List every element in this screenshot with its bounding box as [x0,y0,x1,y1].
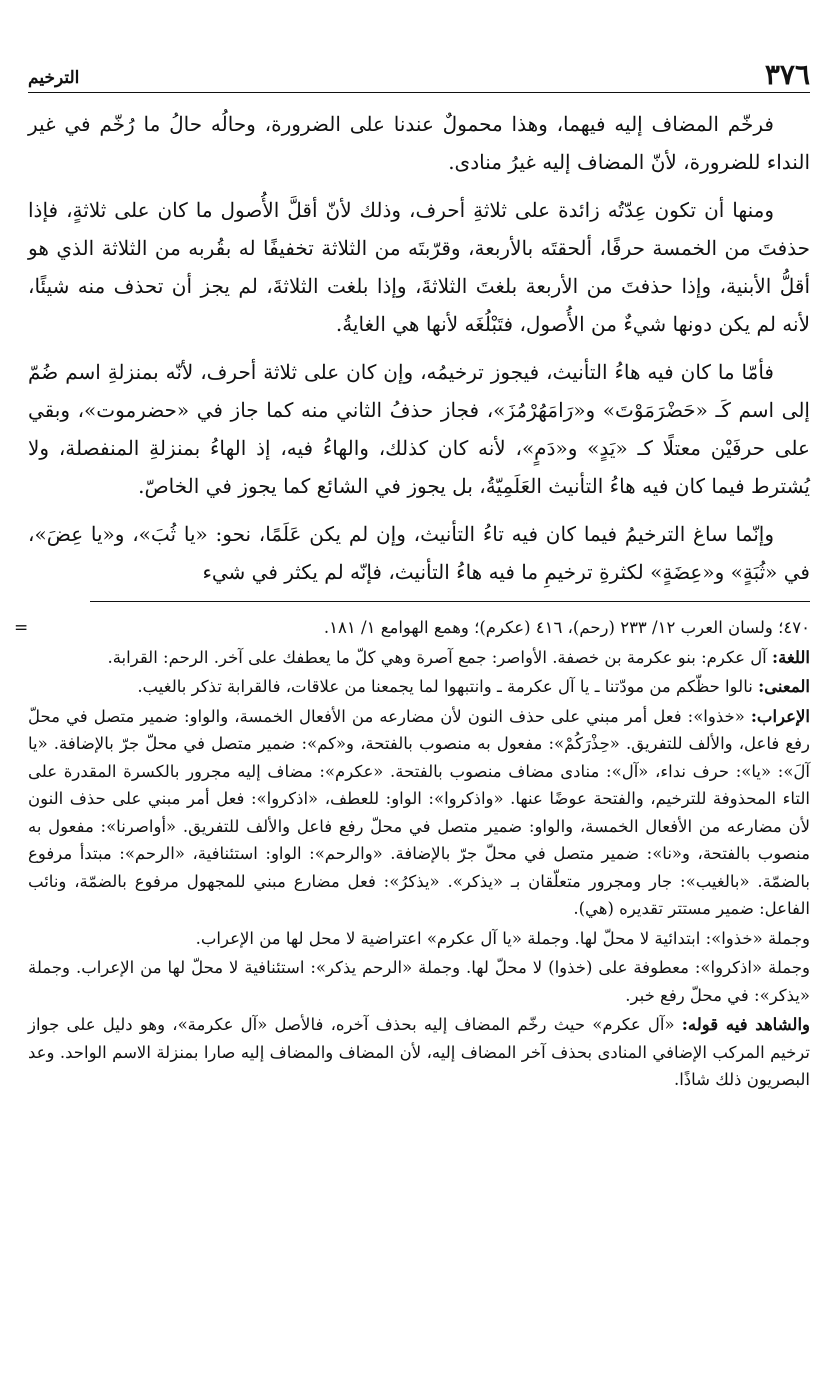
main-text [28,105,810,591]
footnote-meaning: المعنى: نالوا حظّكم من مودّتنا ـ يا آل عكرمة ـ وانتبهوا لما يجمعنا من علاقات، فالقرابة تذكر بالغيب. [137,677,810,696]
footnote-lexicon: اللغة: آل عكرم: بنو عكرمة بن خصفة. الأواصر: جمع آصرة وهي كلّ ما يعطفك على آخر. الرحم: القرابة. [107,647,810,667]
footnote-continuation-mark: = [14,618,29,638]
footnotes [14,614,811,1094]
book-page [14,48,811,1358]
body-paragraph-1: فرخّم المضاف إليه فيهما، وهذا محمولٌ عندنا على الضرورة، وحالُه حالُ ما رُخّم في غير النداء للضرورة، لأنّ المضاف إليه غيرُ منادى. [28,112,810,174]
footnote-lead: المعنى: [758,677,810,696]
footnote-divider [90,601,810,602]
page-number: ٣٧٦ [764,58,810,91]
running-title: الترخيم [28,67,79,92]
footnote-lead: والشاهد فيه قوله: [681,1015,810,1034]
footnote-sentence-1: وجملة «خذوا»: ابتدائية لا محلّ لها. وجملة «يا آل عكرم» اعتراضية لا محل لها من الإعراب. [195,928,810,948]
body-paragraph-2: ومنها أن تكون عِدّتُه زائدة على ثلاثةِ أحرف، وذلك لأنّ أقلَّ الأُصول ما كان على ثلاثةٍ، فإذا حذفتَ من الخمسة حرفًا، ألحقتَه بالأربعة، وقرّبتَه من الثلاثة تخفيفًا له بقُربه من الثلاثة الذي هو أقلُّ الأبنية، وإذا حذفتَ من الأربعة بلغتَ الثلاثةَ، وإذا بلغت الثلاثةَ، لم يجز أن تحذف منه شيئًا، لأنه لم يكن دونها شيءٌ من الأُصول، فتَبْلُغَه لأنها هي الغايةُ. [28,198,810,336]
body-paragraph-3: فأمّا ما كان فيه هاءُ التأنيث، فيجوز ترخيمُه، وإن كان على ثلاثة أحرف، لأنّه بمنزلةِ اسم ضُمّ إلى اسم كَـ «حَضْرَمَوْتَ» و«رَامَهُرْمُزَ»، فجاز حذفُ الثاني منه كما جاز في «حضرموت»، وبقي على حرفَيْن معتلًا كـ «يَدٍ» و«دَمٍ»، لأنه كان كذلك، والهاءُ فيه، إذ الهاءُ بمنزلةِ المنفصلة، ولا يُشترط فيما كان فيه هاءُ التأنيث العَلَمِيّةُ، بل يجوز في الشائع كما يجوز في الخاصّ. [28,360,810,498]
footnote-parsing: الإعراب: «خذوا»: فعل أمر مبني على حذف النون لأن مضارعه من الأفعال الخمسة، والواو: ضمير متصل في محلّ رفع فاعل، والألف للتفريق. «حِذْرَكُمْ»: مفعول به منصوب بالفتحة، و«كم»: ضمير متصل في محلّ جرّ بالإضافة. «يا آلَ»: «يا»: حرف نداء، «آل»: منادى مضاف منصوب بالفتحة. «عكرم»: مضاف إليه مجرور بالكسرة المقدرة على التاء المحذوفة للترخيم، والفتحة عوضًا عنها. «واذكروا»: الواو: للعطف، «اذكروا»: فعل أمر مبني على حذف النون لأن مضارعه من الأفعال الخمسة، والواو: ضمير متصل في محلّ رفع فاعل والألف للتفريق. «أواصرنا»: مفعول به منصوب بالفتحة، و«نا»: ضمير متصل في محلّ جرّ بالإضافة. «والرحم»: الواو: استئنافية، «الرحم»: مبتدأ مرفوع بالضمّة. «بالغيب»: جار ومجرور متعلّقان بـ «يذكر». «يذكرُ»: فعل مضارع مبني للمجهول مرفوع بالضمّة، ونائب الفاعل: ضمير مستتر تقديره (هي). [28,706,810,918]
footnote-sentence-2: وجملة «اذكروا»: معطوفة على (خذوا) لا محلّ لها. وجملة «الرحم يذكر»: استئنافية لا محلّ لها من الإعراب. وجملة «يذكر»: في محلّ رفع خبر. [28,958,811,1005]
body-paragraph-4: وإنّما ساغ الترخيمُ فيما كان فيه تاءُ التأنيث، وإن لم يكن عَلَمًا، نحو: «يا ثُبَ»، و«يا عِضَ»، في «ثُبَةٍ» و«عِضَةٍ» لكثرةِ ترخيمِ ما فيه هاءُ التأنيث، فإنّه لم يكثر في شيء [28,522,810,584]
footnote-evidence: والشاهد فيه قوله: «آل عكرم» حيث رخّم المضاف إليه بحذف آخره، فالأصل «آل عكرمة»، وهو دليل على جواز ترخيم المركب الإضافي المنادى بحذف آخر المضاف إليه، لأن المضاف والمضاف إليه صارا بمنزلة الاسم الواحد. وعد البصريون ذلك شاذًا. [28,1015,810,1089]
footnote-lead: اللغة: [772,647,810,667]
footnote-sources: ٤٧٠؛ ولسان العرب ١٢/ ٢٣٣ (رحم)، ٤١٦ (عكرم)؛ وهمع الهوامع ١/ ١٨١. [323,618,810,637]
page-header [28,48,810,93]
footnote-lead: الإعراب: [750,706,810,726]
